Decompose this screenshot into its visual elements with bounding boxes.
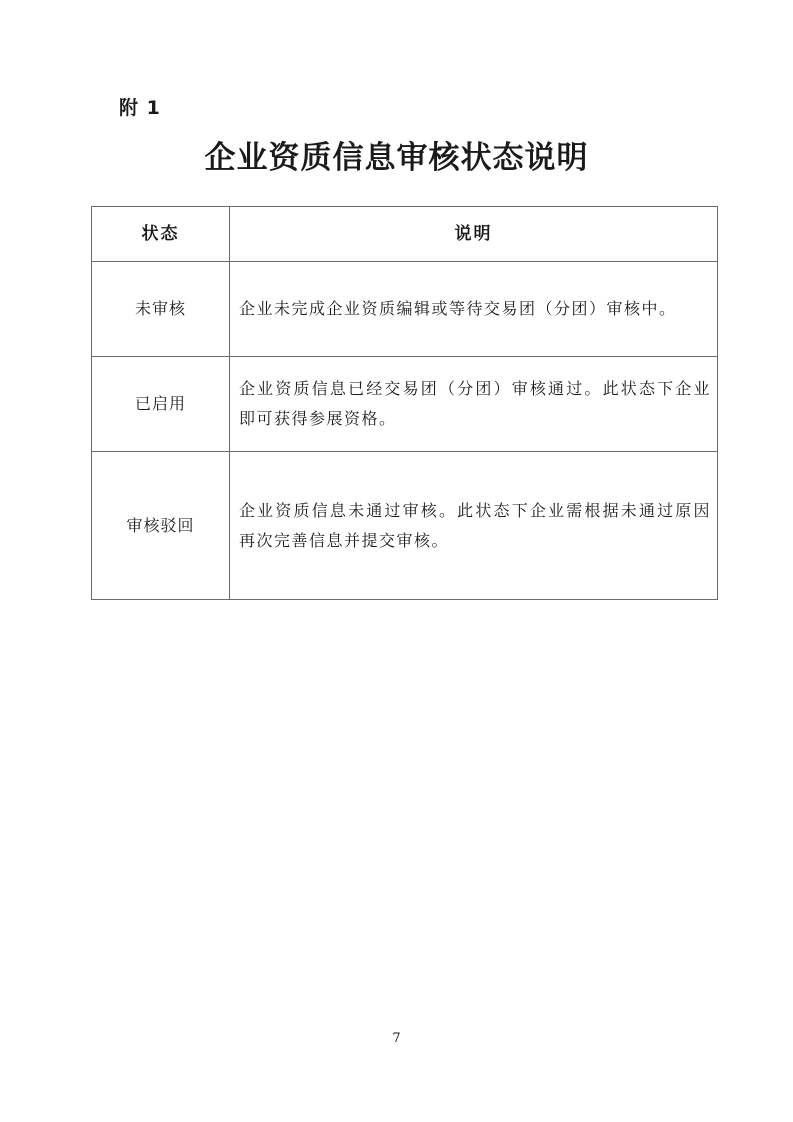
attachment-label: 附 1 — [119, 97, 161, 119]
status-cell: 已启用 — [92, 357, 230, 452]
header-description: 说明 — [230, 207, 718, 262]
table-header-row — [92, 207, 718, 262]
description-cell: 企业资质信息未通过审核。此状态下企业需根据未通过原因再次完善信息并提交审核。 — [230, 452, 718, 600]
status-cell: 审核驳回 — [92, 452, 230, 600]
document-title: 企业资质信息审核状态说明 — [204, 140, 589, 176]
description-cell: 企业资质信息已经交易团（分团）审核通过。此状态下企业即可获得参展资格。 — [230, 357, 718, 452]
status-table — [91, 206, 718, 600]
table-row — [92, 357, 718, 452]
table-row — [92, 452, 718, 600]
status-cell: 未审核 — [92, 262, 230, 357]
page-number: 7 — [392, 1031, 401, 1046]
description-cell: 企业未完成企业资质编辑或等待交易团（分团）审核中。 — [230, 262, 718, 357]
header-status: 状态 — [92, 207, 230, 262]
table-row — [92, 262, 718, 357]
